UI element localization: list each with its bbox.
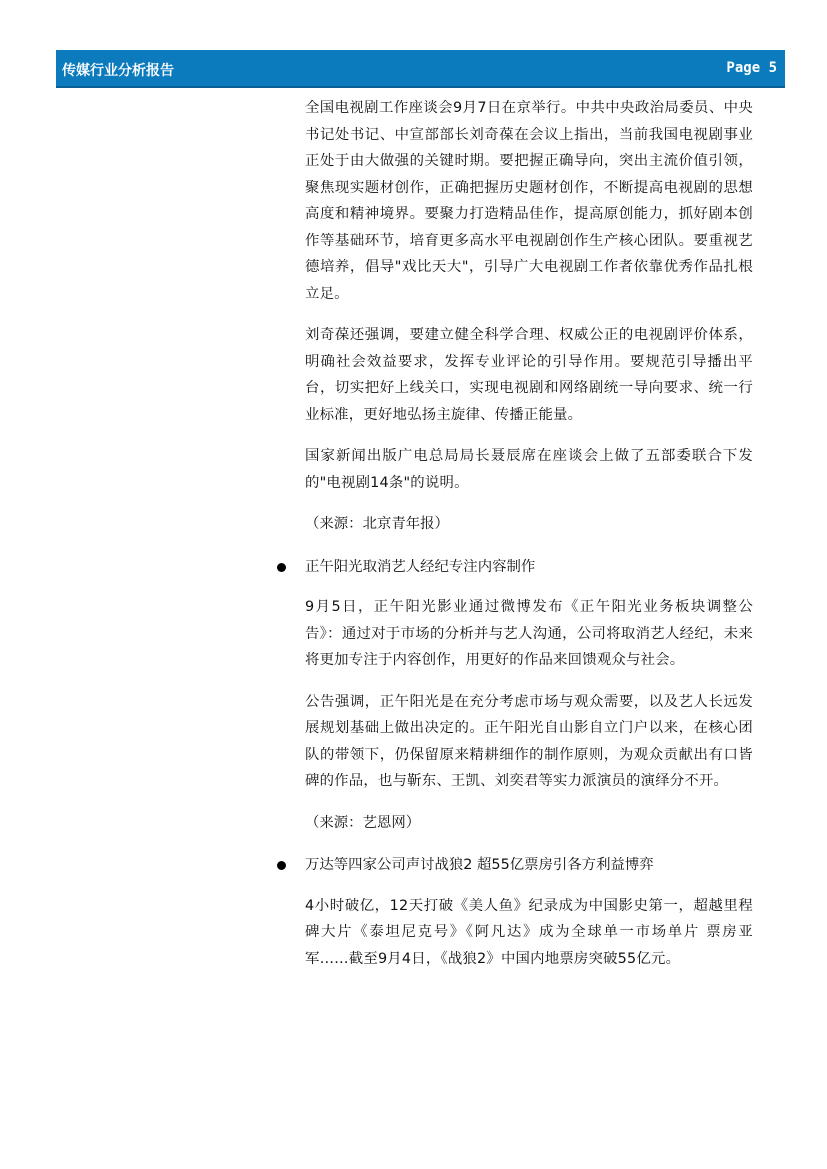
paragraph: 国家新闻出版广电总局局长聂辰席在座谈会上做了五部委联合下发的"电视剧14条"的说明。 bbox=[305, 448, 753, 491]
paragraph: 公告强调，正午阳光是在充分考虑市场与观众需要，以及艺人长远发展规划基础上做出决定的。正午阳光自山影自立门户以来，在核心团队的带领下，仍保留原来精耕细作的制作原则，为观众贡献出有口皆碑的作品，也与靳东、王凯、刘奕君等实力派演员的演绎分不开。 bbox=[305, 693, 753, 789]
page-number: Page 5 bbox=[726, 60, 777, 76]
bullet-heading bbox=[305, 554, 753, 581]
report-title: 传媒行业分析报告 bbox=[62, 63, 174, 79]
page-header bbox=[56, 50, 785, 88]
paragraph: 刘奇葆还强调，要建立健全科学合理、权威公正的电视剧评价体系，明确社会效益要求，发挥专业评论的引导作用。要规范引导播出平台，切实把好上线关口，实现电视剧和网络剧统一导向要求、统一行业标准，更好地弘扬主旋律、传播正能量。 bbox=[305, 327, 753, 423]
article-body bbox=[305, 95, 753, 987]
bullet-icon bbox=[277, 563, 286, 572]
paragraph: 4小时破亿，12天打破《美人鱼》纪录成为中国影史第一，超越里程碑大片《泰坦尼克号》《阿凡达》成为全球单一市场单片 票房亚军……截至9月4日，《战狼2》中国内地票房突破55亿元。 bbox=[305, 897, 753, 967]
paragraph: 全国电视剧工作座谈会9月7日在京举行。中共中央政治局委员、中央书记处书记、中宣部部长刘奇葆在会议上指出，当前我国电视剧事业正处于由大做强的关键时期。要把握正确导向，突出主流价值引领，聚焦现实题材创作，正确把握历史题材创作，不断提高电视剧的思想高度和精神境界。要聚力打造精品佳作，提高原创能力，抓好剧本创作等基础环节，培育更多高水平电视剧创作生产核心团队。要重视艺德培养，倡导"戏比天大"，引导广大电视剧工作者依靠优秀作品扎根立足。 bbox=[305, 100, 753, 302]
source-note: （来源：艺恩网） bbox=[305, 814, 421, 831]
bullet-text: 正午阳光取消艺人经纪专注内容制作 bbox=[305, 558, 536, 575]
paragraph: 9月5日，正午阳光影业通过微博发布《正午阳光业务板块调整公告》：通过对于市场的分析并与艺人沟通，公司将取消艺人经纪，未来将更加专注于内容创作，用更好的作品来回馈观众与社会。 bbox=[305, 599, 753, 668]
bullet-text: 万达等四家公司声讨战狼2 超55亿票房引各方利益博弈 bbox=[305, 857, 654, 873]
source-note: （来源：北京青年报） bbox=[305, 516, 449, 532]
bullet-icon bbox=[277, 861, 286, 870]
bullet-heading bbox=[305, 852, 753, 879]
